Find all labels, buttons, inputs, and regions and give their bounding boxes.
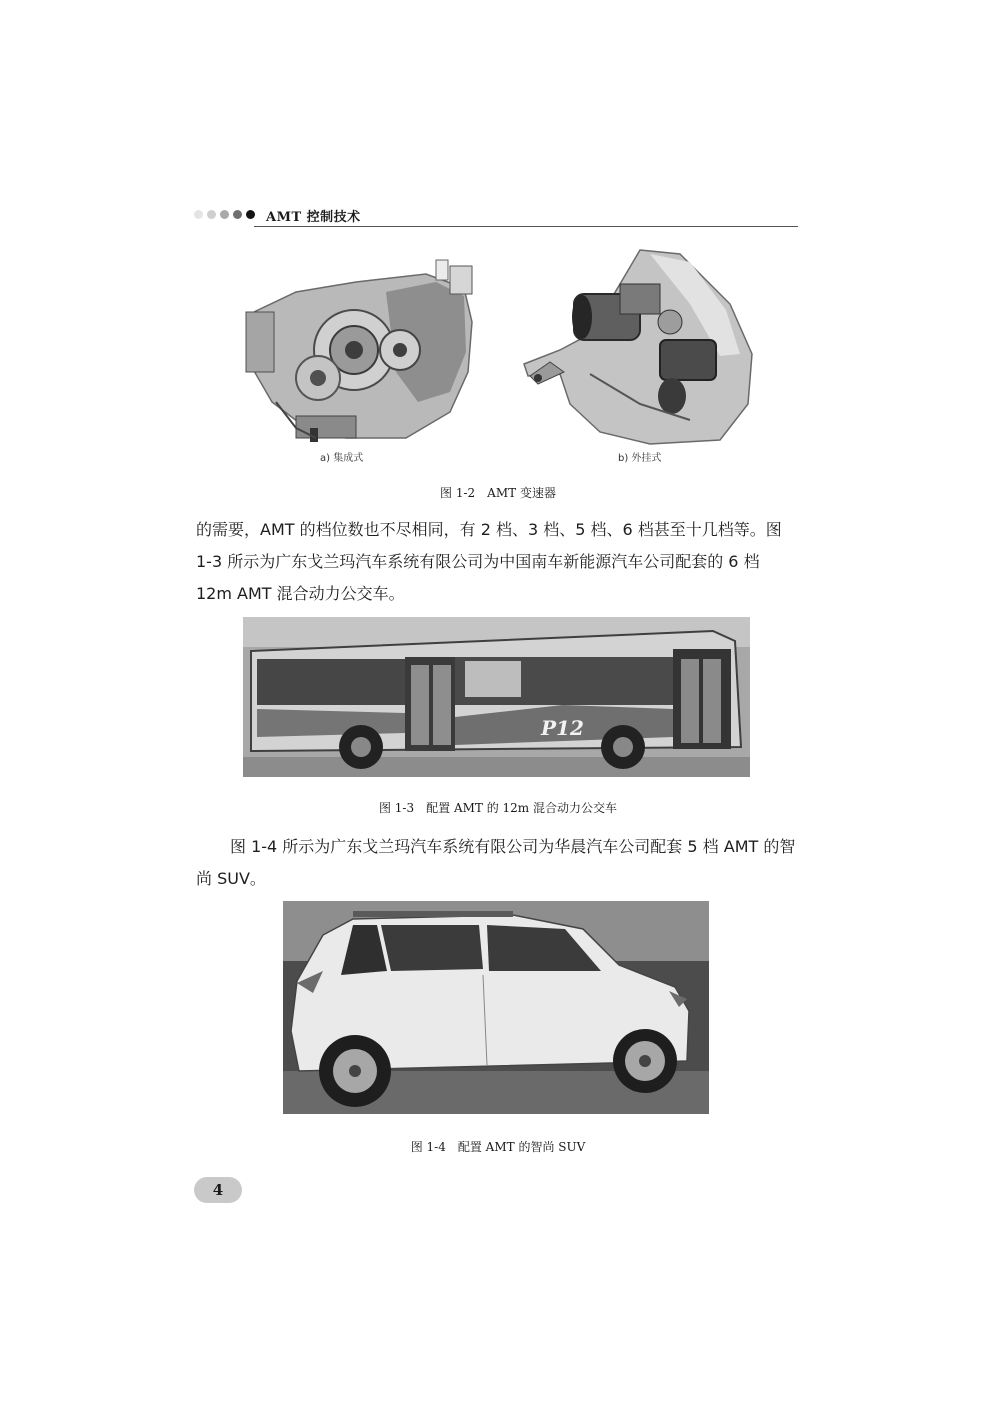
header-dot — [233, 210, 242, 219]
header-dot — [220, 210, 229, 219]
header-dot — [207, 210, 216, 219]
figure-1-2-caption: 图 1-2 AMT 变速器 — [440, 486, 556, 500]
page-number: 4 — [194, 1177, 242, 1203]
figure-1-3-caption: 图 1-3 配置 AMT 的 12m 混合动力公交车 — [378, 801, 617, 815]
figure-1-2a-label: a) 集成式 — [320, 453, 364, 464]
body-paragraph-2: 图 1-4 所示为广东戈兰玛汽车系统有限公司为华晨汽车公司配套 5 档 AMT 的智尚 SUV。 — [196, 837, 796, 888]
header-title: AMT 控制技术 — [266, 210, 361, 225]
figure-1-2a-integrated-transmission — [236, 252, 480, 444]
header-dots — [194, 210, 255, 219]
body-paragraph-1: 的需要，AMT 的档位数也不尽相同，有 2 档、3 档、5 档、6 档甚至十几档等。图 1-3 所示为广东戈兰玛汽车系统有限公司为中国南车新能源汽车公司配套的 6 档 12m AMT 混合动力公交车。 — [196, 520, 782, 603]
header-dot — [246, 210, 255, 219]
figure-1-2b-label: b) 外挂式 — [618, 453, 662, 464]
bus-logo-text: P12 — [541, 716, 584, 740]
figure-1-2b-external-transmission — [520, 244, 760, 448]
figure-1-3-hybrid-bus-photo — [243, 617, 750, 777]
figure-1-4-suv-photo — [283, 901, 709, 1114]
figure-1-4-caption: 图 1-4 配置 AMT 的智尚 SUV — [410, 1140, 586, 1154]
header-dot — [194, 210, 203, 219]
running-header — [194, 206, 798, 228]
header-rule — [254, 226, 798, 227]
